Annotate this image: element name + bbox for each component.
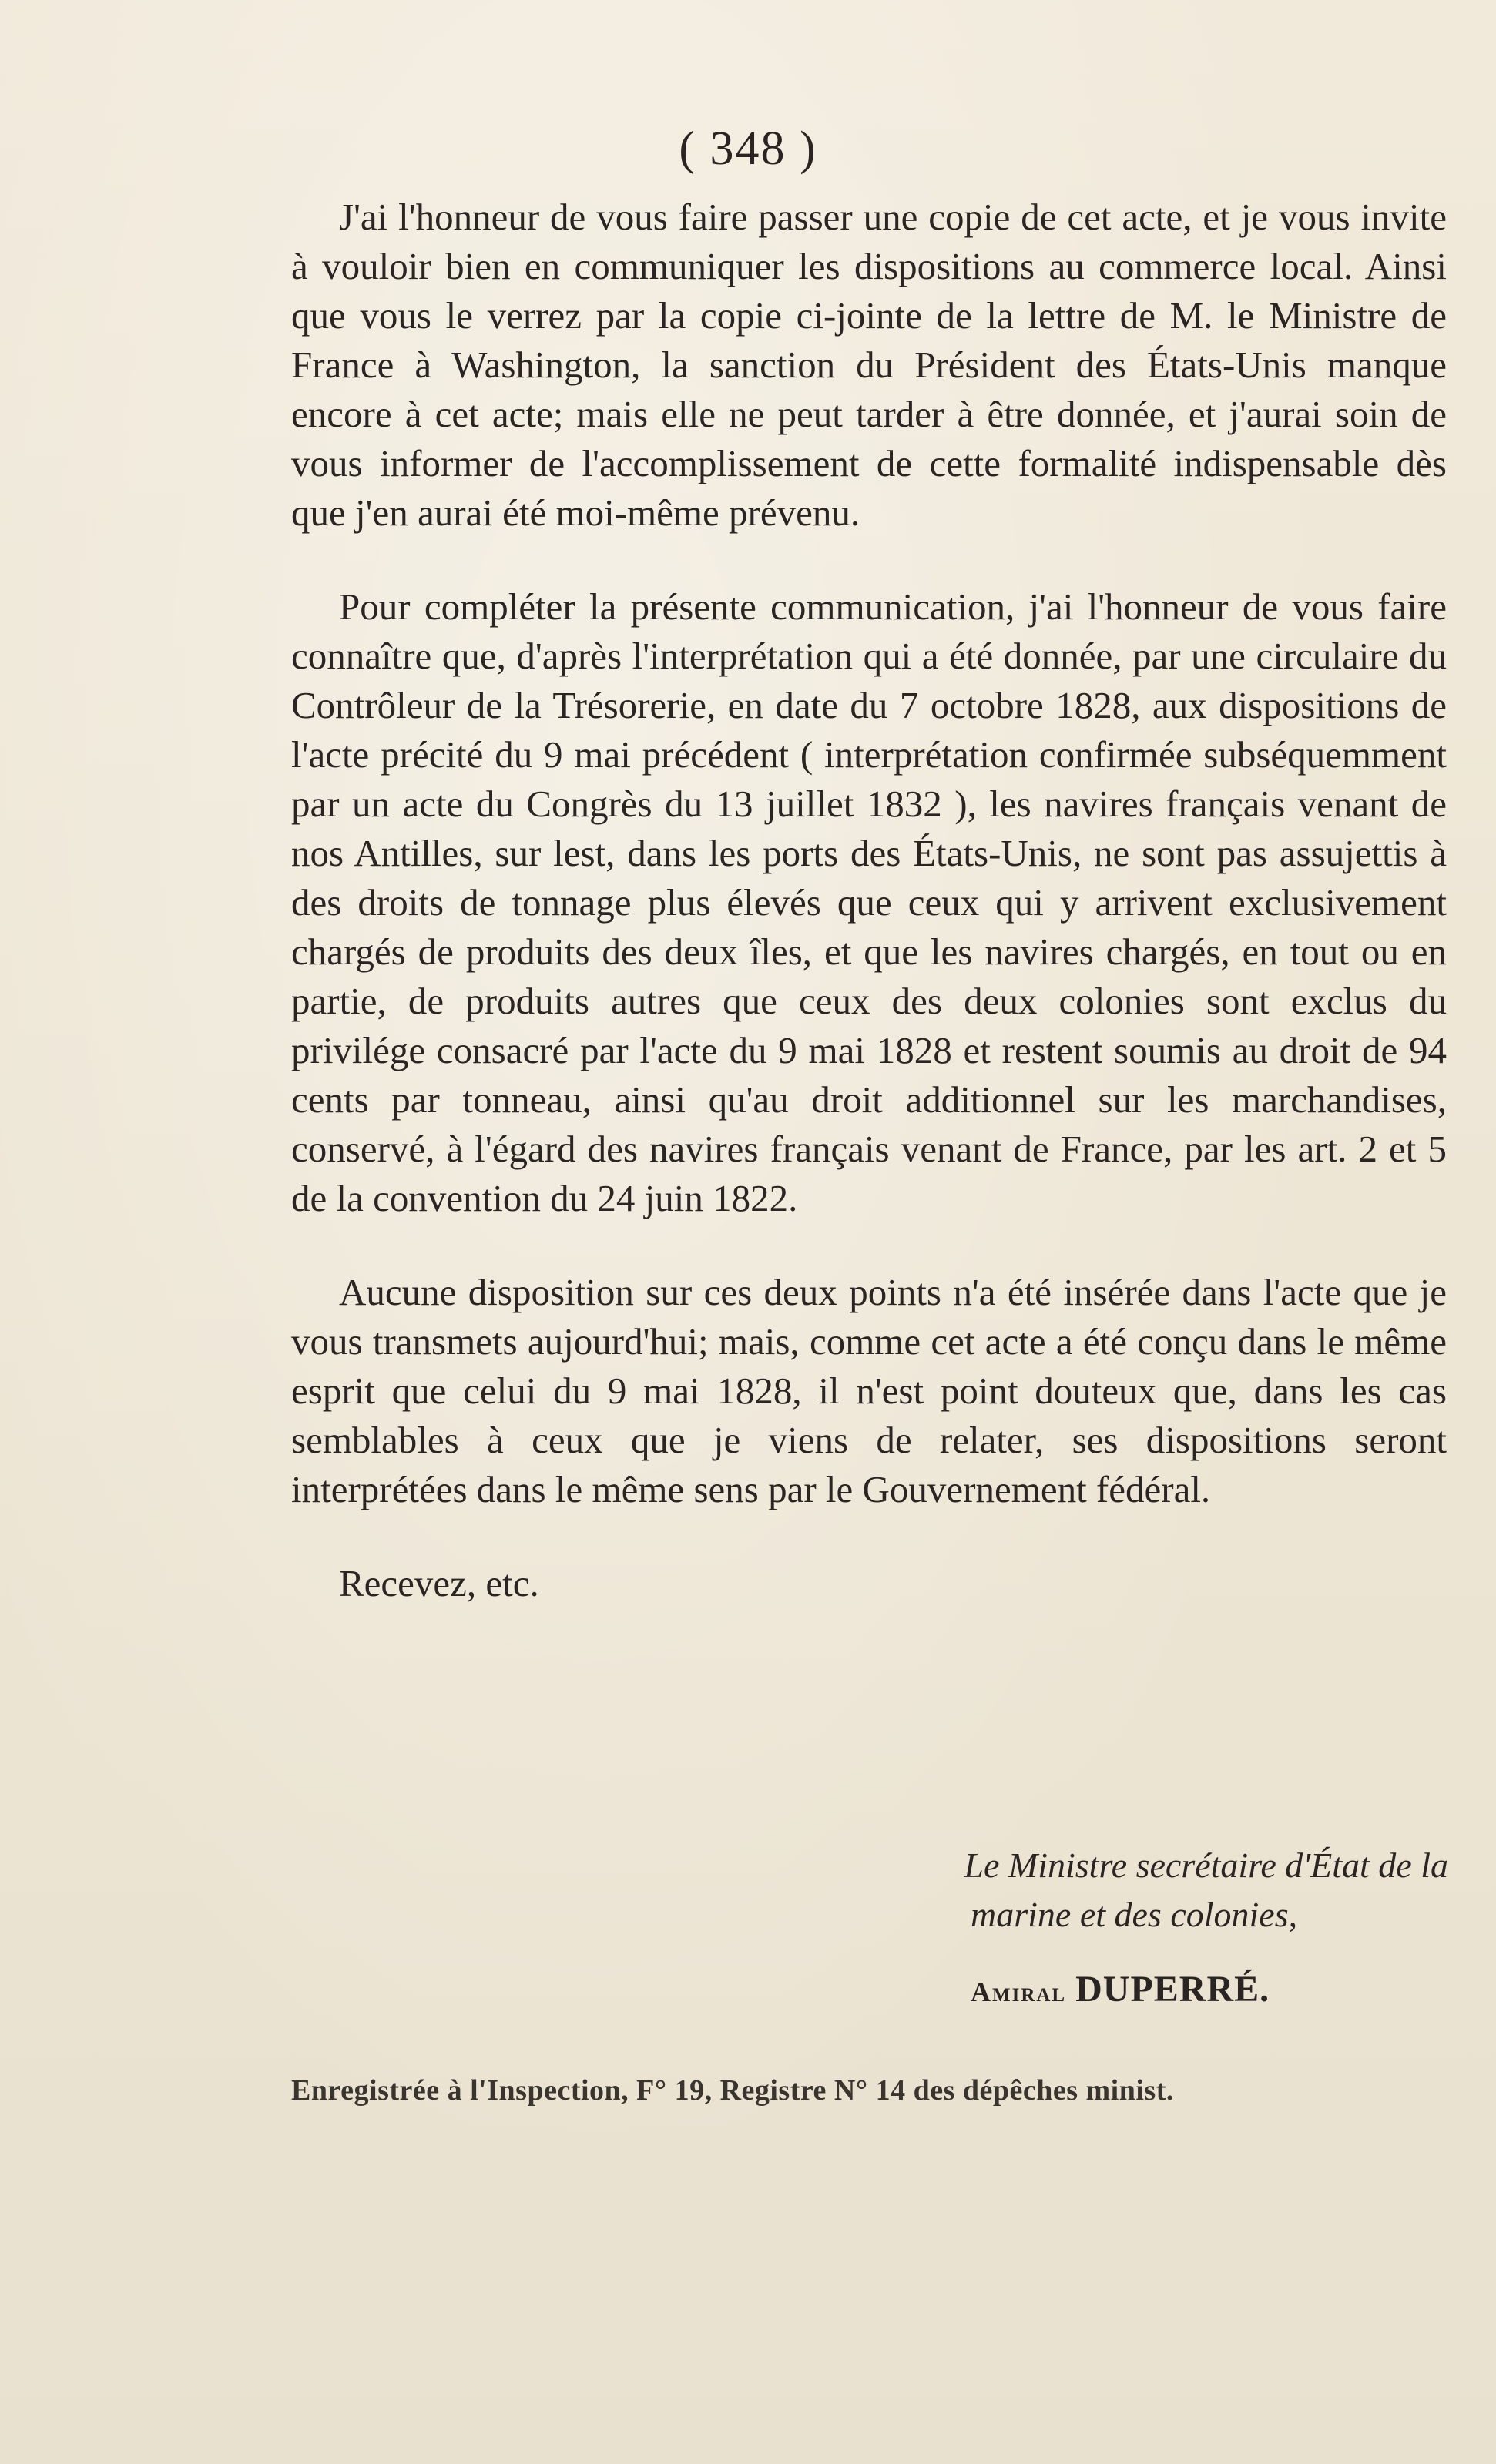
- signature-office-line1: Le Ministre secrétaire d'État de la: [964, 1845, 1448, 1885]
- letter-body: [291, 193, 1447, 1661]
- page-number: ( 348 ): [679, 122, 817, 175]
- paragraph-2: Pour compléter la présente communication, j'ai l'honneur de vous faire connaître que, d'après l'interprétation qui a été donnée, par une circulaire du Contrôleur de la Trésorerie, en date du 7 octobre 1828, aux dispositions de l'acte précité du 9 mai précédent ( interprétation confirmée subséquemment par un acte du Congrès du 13 juillet 1832 ), les navires français venant de nos Antilles, sur lest, dans les ports des États-Unis, ne sont pas assujettis à des droits de tonnage plus élevés que ceux qui y arrivent exclusivement chargés de produits des deux îles, et que les navires chargés, en tout ou en partie, de produits autres que ceux des deux colonies sont exclus du privilége consacré par l'acte du 9 mai 1828 et restent soumis au droit de 94 cents par tonneau, ainsi qu'au droit additionnel sur les marchandises, conservé, à l'égard des navires français venant de France, par les art. 2 et 5 de la convention du 24 juin 1822.: [291, 585, 1447, 1219]
- signature-office-line2: marine et des colonies,: [971, 1895, 1298, 1934]
- registry-note: Enregistrée à l'Inspection, F° 19, Registre N° 14 des dépêches minist.: [291, 2074, 1174, 2107]
- signature-block: [801, 1841, 1448, 1939]
- closing-formula: Recevez, etc.: [339, 1562, 539, 1604]
- paragraph-3: Aucune disposition sur ces deux points n'a été insérée dans l'acte que je vous transmets aujourd'hui; mais, comme cet acte a été conçu dans le même esprit que celui du 9 mai 1828, il n'est point douteux que, dans les cas semblables à ceux que je viens de relater, ses dispositions seront interprétées dans le même sens par le Gouvernement fédéral.: [291, 1271, 1447, 1510]
- paragraph-1: J'ai l'honneur de vous faire passer une copie de cet acte, et je vous invite à vouloir bien en communiquer les dispositions au commerce local. Ainsi que vous le verrez par la copie ci-jointe de la lettre de M. le Ministre de France à Washington, la sanction du Président des États-Unis manque encore à cet acte; mais elle ne peut tarder à être donnée, et j'aurai soin de vous informer de l'accomplissement de cette formalité indispensable dès que j'en aurai été moi-même prévenu.: [291, 196, 1447, 534]
- signatory-name: [971, 1968, 1270, 2010]
- signatory-title: Amiral: [971, 1976, 1067, 2007]
- signatory-surname: DUPERRÉ.: [1075, 1969, 1270, 2010]
